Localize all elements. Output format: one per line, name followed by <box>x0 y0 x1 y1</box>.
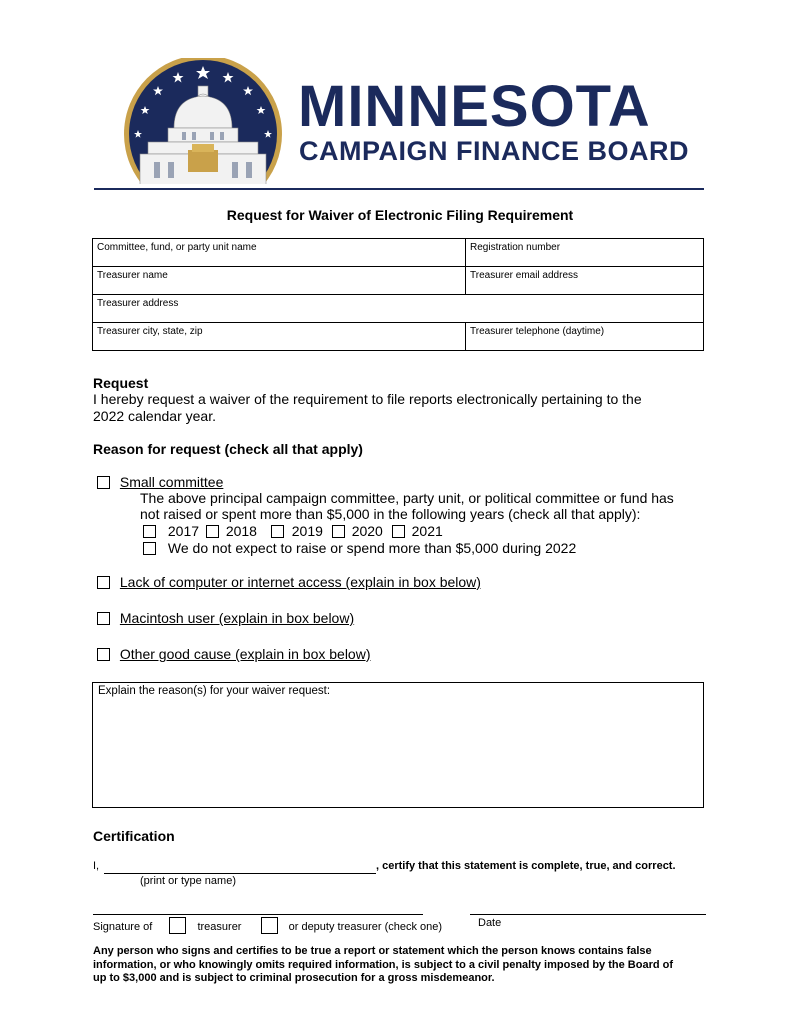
year-2017-checkbox[interactable] <box>143 525 156 538</box>
registration-number-field[interactable] <box>466 239 704 267</box>
treasurer-phone-label: Treasurer telephone (daytime) <box>470 326 605 337</box>
legal-warning-line2: information, or who knowingly omits required information, is subject to a civil penalty imposed by the Board of <box>93 958 674 971</box>
request-text-line2: 2022 calendar year. <box>93 408 216 424</box>
capitol-seal-logo <box>118 58 288 188</box>
lack-access-checkbox[interactable] <box>97 576 110 589</box>
committee-name-field[interactable] <box>93 239 466 267</box>
legal-warning-line3: up to $3,000 and is subject to criminal prosecution for a gross misdemeanor. <box>93 972 495 984</box>
treasurer-option-label: treasurer <box>197 921 242 933</box>
signature-of-label: Signature of <box>93 921 153 933</box>
small-committee-desc-line2: not raised or spent more than $5,000 in the following years (check all that apply): <box>140 506 641 522</box>
name-line[interactable] <box>104 873 376 874</box>
year-2021-checkbox[interactable] <box>392 525 405 538</box>
committee-info-table <box>92 238 704 351</box>
other-cause-checkbox[interactable] <box>97 648 110 661</box>
year-2020-checkbox[interactable] <box>332 525 345 538</box>
no-expect-label: We do not expect to raise or spend more than $5,000 during 2022 <box>167 540 577 556</box>
no-expect-checkbox[interactable] <box>143 542 156 555</box>
deputy-option-label: or deputy treasurer (check one) <box>288 921 443 933</box>
treasurer-checkbox[interactable] <box>169 917 186 934</box>
mac-user-label: Macintosh user (explain in box below) <box>119 610 355 626</box>
year-options <box>143 523 443 540</box>
form-title: Request for Waiver of Electronic Filing Requirement <box>226 207 574 223</box>
treasurer-address-field[interactable] <box>93 295 704 323</box>
name-hint: (print or type name) <box>140 875 236 887</box>
year-2017-label: 2017 <box>167 523 200 539</box>
mac-user-option <box>97 610 354 627</box>
treasurer-email-label: Treasurer email address <box>470 270 579 281</box>
year-2021-label: 2021 <box>411 523 443 539</box>
treasurer-city-label: Treasurer city, state, zip <box>97 326 203 337</box>
header-divider <box>94 188 704 190</box>
treasurer-name-label: Treasurer name <box>97 270 168 281</box>
small-committee-desc-line1: The above principal campaign committee, party unit, or political committee or fund has <box>140 490 674 506</box>
lack-access-label: Lack of computer or internet access (explain in box below) <box>119 574 481 590</box>
mac-user-checkbox[interactable] <box>97 612 110 625</box>
treasurer-email-field[interactable] <box>466 267 704 295</box>
no-expect-option <box>143 540 576 557</box>
request-text-line1: I hereby request a waiver of the requirement to file reports electronically pertaining to the <box>93 391 642 407</box>
request-heading: Request <box>93 375 149 391</box>
date-line[interactable] <box>470 914 706 915</box>
explain-reason-label: Explain the reason(s) for your waiver request: <box>98 685 331 697</box>
signature-line[interactable] <box>93 914 423 915</box>
certification-heading: Certification <box>93 828 175 844</box>
treasurer-phone-field[interactable] <box>466 323 704 351</box>
certify-prefix: I, <box>93 860 100 872</box>
treasurer-city-field[interactable] <box>93 323 466 351</box>
small-committee-option <box>97 474 223 491</box>
org-subtitle: CAMPAIGN FINANCE BOARD <box>299 136 689 166</box>
deputy-treasurer-checkbox[interactable] <box>261 917 278 934</box>
treasurer-name-field[interactable] <box>93 267 466 295</box>
year-2019-label: 2019 <box>291 523 323 539</box>
legal-warning <box>93 945 733 986</box>
committee-name-label: Committee, fund, or party unit name <box>97 242 257 253</box>
lack-access-option <box>97 574 481 591</box>
small-committee-label: Small committee <box>119 474 224 490</box>
org-name: MINNESOTA <box>298 74 651 139</box>
certify-statement: , certify that this statement is complete, true, and correct. <box>376 860 676 872</box>
year-2020-label: 2020 <box>351 523 383 539</box>
explain-reason-textarea[interactable] <box>92 682 704 808</box>
year-2019-checkbox[interactable] <box>271 525 284 538</box>
treasurer-address-label: Treasurer address <box>97 298 179 309</box>
signature-row <box>93 917 442 934</box>
registration-number-label: Registration number <box>470 242 561 253</box>
legal-warning-line1: Any person who signs and certifies to be true a report or statement which the person knows contains false <box>93 945 652 957</box>
small-committee-checkbox[interactable] <box>97 476 110 489</box>
other-cause-label: Other good cause (explain in box below) <box>119 646 371 662</box>
date-label: Date <box>478 917 502 929</box>
year-2018-label: 2018 <box>225 523 257 539</box>
reason-heading: Reason for request (check all that apply) <box>93 441 363 457</box>
other-cause-option <box>97 646 370 663</box>
year-2018-checkbox[interactable] <box>206 525 219 538</box>
